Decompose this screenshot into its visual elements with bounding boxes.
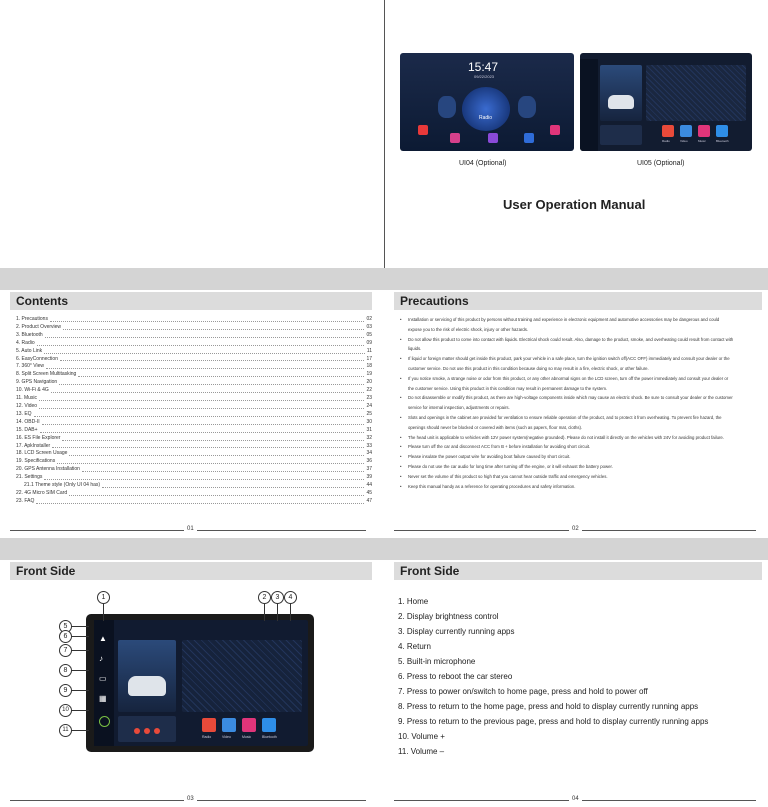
device-bluetooth-tile	[262, 718, 276, 732]
music-note-icon: ♪	[99, 654, 103, 663]
callout-7: 7	[59, 644, 72, 657]
toc-entry-page: 22	[366, 387, 372, 394]
head-unit-device	[86, 614, 314, 752]
toc-leader-dots	[46, 368, 364, 369]
toc-leader-dots	[52, 447, 364, 448]
assistant-icon	[99, 716, 110, 727]
toc-entry-title: 14. OBD-II	[16, 418, 40, 425]
navigation-arrow-icon: ▲	[99, 634, 107, 643]
ui05-music-tile	[698, 125, 710, 137]
precaution-item: • Do not allow this product to come into contact with liquids. Electrical shock could result. Also, damage to the product, smoke, and overheating could result from contact with liquids.	[398, 335, 734, 355]
callout-4: 4	[284, 591, 297, 604]
callout-line-4	[290, 603, 291, 621]
device-next-button	[154, 728, 160, 734]
toc-leader-dots	[40, 432, 365, 433]
toc-leader-dots	[102, 487, 364, 488]
toc-entry-page: 24	[366, 402, 372, 409]
precaution-item: • Please insulate the power output wire for avoiding boot failure caused by short circuit.	[398, 452, 734, 462]
toc-leader-dots	[59, 384, 364, 385]
toc-entry-title: 22. 4G Micro SIM Card	[16, 489, 68, 496]
toc-entry	[16, 371, 372, 379]
callout-line-8	[71, 670, 89, 671]
page-number-03: 03	[184, 796, 197, 802]
front-side-item: 8. Press to return to the home page, press and hold to display currently running apps	[398, 702, 699, 711]
toc-leader-dots	[34, 416, 365, 417]
callout-6: 6	[59, 630, 72, 643]
toc-entry	[16, 490, 372, 498]
toc-leader-dots	[37, 345, 365, 346]
toc-entry-title: 4. Radio	[16, 339, 35, 346]
toc-entry-page: 11	[366, 347, 372, 354]
precaution-item: • Keep this manual handy as a reference for operating procedures and safety information.	[398, 482, 734, 492]
toc-entry-title: 21.1 Theme style (Only UI 04 has)	[24, 482, 101, 489]
toc-entry-page: 19	[366, 371, 372, 378]
toc-entry-title: 9. GPS Navigation	[16, 379, 58, 386]
toc-entry-page: 09	[366, 339, 372, 346]
ui04-tile-purple	[488, 133, 498, 143]
front-side-heading-right: Front Side	[394, 562, 762, 580]
ui04-tile-blue	[524, 133, 534, 143]
front-side-item: 2. Display brightness control	[398, 612, 499, 621]
front-side-item: 6. Press to reboot the car stereo	[398, 672, 513, 681]
front-side-item: 10. Volume +	[398, 732, 445, 741]
ui05-label-music: Music	[698, 139, 706, 143]
toc-leader-dots	[62, 440, 364, 441]
ui04-right-bubble	[518, 96, 536, 118]
apps-grid-icon: ▦	[99, 694, 107, 703]
front-side-heading-left: Front Side	[10, 562, 372, 580]
toc-leader-dots	[36, 503, 364, 504]
ui04-tile-red	[418, 125, 428, 135]
toc-leader-dots	[82, 471, 365, 472]
toc-entry-page: 31	[366, 426, 372, 433]
toc-entry	[16, 474, 372, 482]
callout-line-2	[264, 603, 265, 621]
front-side-item: 7. Press to power on/switch to home page, press and hold to power off	[398, 687, 648, 696]
toc-entry	[16, 363, 372, 371]
callout-11: 11	[59, 724, 72, 737]
toc-entry-title: 7. 360° View	[16, 363, 45, 370]
toc-entry-title: 21. Settings	[16, 474, 43, 481]
precautions-list	[398, 315, 734, 491]
precaution-item: • If liquid or foreign matter should get inside this product, park your vehicle in a safe place, turn the ignition switch off(ACC OFF) immediately and consult your dealer or the customer service. Do not use this product in this condition because doing so may result in a fire, electric shock, or other failure.	[398, 354, 734, 374]
separator-band-2	[0, 538, 768, 560]
device-music-tile	[242, 718, 256, 732]
front-side-list	[398, 594, 708, 759]
toc-entry	[16, 466, 372, 474]
ui04-caption: UI04 (Optional)	[459, 160, 507, 167]
device-prev-button	[134, 728, 140, 734]
toc-entry	[16, 387, 372, 395]
callout-5: 5	[59, 620, 72, 633]
toc-leader-dots	[45, 337, 365, 338]
toc-entry-page: 47	[366, 497, 372, 504]
device-label-video: Video	[222, 735, 231, 739]
callout-8: 8	[59, 664, 72, 677]
toc-entry-title: 20. GPS Antenna Installation	[16, 466, 80, 473]
precaution-item: • The head unit is applicable to vehicles with 12V power system(negative grounded). Please do not install it directly on the vehicles with 24V for avoiding product failure.	[398, 433, 734, 443]
callout-line-10	[71, 710, 89, 711]
toc-leader-dots	[39, 400, 364, 401]
front-side-item: 5. Built-in microphone	[398, 657, 476, 666]
ui05-screenshot	[580, 53, 752, 151]
toc-entry-page: 36	[366, 458, 372, 465]
toc-entry-page: 45	[366, 489, 372, 496]
toc-entry	[16, 379, 372, 387]
toc-entry	[16, 427, 372, 435]
toc-entry-page: 44	[366, 482, 372, 489]
toc-entry-title: 13. EQ	[16, 410, 32, 417]
toc-entry	[16, 411, 372, 419]
toc-entry-title: 23. FAQ	[16, 497, 35, 504]
device-screen	[94, 620, 308, 746]
toc-leader-dots	[50, 321, 364, 322]
page-number-04: 04	[569, 796, 582, 802]
device-video-tile	[222, 718, 236, 732]
toc-entry	[16, 356, 372, 364]
precaution-item: • Installation or servicing of this product by persons without training and experience in electronic equipment and automotive accessories may be dangerous and could expose you to the risk of electric shock, injury or other hazards.	[398, 315, 734, 335]
toc-entry-page: 30	[366, 418, 372, 425]
callout-line-1	[103, 603, 104, 621]
toc-entry-title: 18. LCD Screen Usage	[16, 450, 68, 457]
toc-leader-dots	[69, 455, 364, 456]
toc-entry	[16, 395, 372, 403]
front-side-item: 4. Return	[398, 642, 431, 651]
ui05-label-video: Video	[680, 139, 688, 143]
ui04-time: 15:47	[468, 60, 499, 74]
contents-list	[16, 316, 372, 506]
toc-entry	[16, 450, 372, 458]
toc-leader-dots	[42, 424, 365, 425]
toc-entry	[16, 403, 372, 411]
front-side-item: 9. Press to return to the previous page, press and hold to display currently running apps	[398, 717, 709, 726]
callout-1: 1	[97, 591, 110, 604]
front-side-item: 1. Home	[398, 597, 429, 606]
toc-entry-page: 32	[366, 434, 372, 441]
toc-entry	[16, 348, 372, 356]
ui04-date: 09/22/2023	[474, 74, 495, 79]
ui04-screenshot	[400, 53, 574, 151]
callout-3: 3	[271, 591, 284, 604]
toc-entry	[16, 419, 372, 427]
manual-title: User Operation Manual	[503, 197, 646, 212]
toc-entry-page: 02	[366, 316, 372, 322]
page-number-02: 02	[569, 526, 582, 532]
toc-entry	[16, 316, 372, 324]
device-radio-tile	[202, 718, 216, 732]
precaution-item: • Slots and openings in the cabinet are provided for ventilation to ensure reliable operation of the product, and to protect it from overheating. To prevent fire hazard, the openings should never be blocked or covered with items (such as papers, floor mat, cloths).	[398, 413, 734, 433]
ui05-video-tile	[680, 125, 692, 137]
toc-entry-page: 18	[366, 363, 372, 370]
device-label-bluetooth: Bluetooth	[262, 735, 277, 739]
ui05-sidebar	[580, 59, 598, 151]
toc-entry-title: 19. Specifications	[16, 458, 56, 465]
toc-entry	[16, 435, 372, 443]
callout-line-9	[71, 690, 89, 691]
front-side-item: 11. Volume –	[398, 747, 445, 756]
toc-entry	[16, 482, 372, 490]
toc-entry-title: 17. ApkInstaller	[16, 442, 51, 449]
ui05-radio-tile	[662, 125, 674, 137]
ui05-bluetooth-tile	[716, 125, 728, 137]
toc-leader-dots	[78, 376, 364, 377]
toc-entry-page: 37	[366, 466, 372, 473]
contents-heading: Contents	[10, 292, 372, 310]
toc-leader-dots	[39, 408, 364, 409]
toc-leader-dots	[51, 392, 365, 393]
toc-entry-page: 39	[366, 474, 372, 481]
toc-entry-page: 33	[366, 442, 372, 449]
toc-leader-dots	[60, 360, 364, 361]
toc-entry-title: 2. Product Overview	[16, 323, 62, 330]
toc-leader-dots	[57, 463, 364, 464]
toc-entry-title: 6. EasyConnection	[16, 355, 58, 362]
ui05-label-bluetooth: Bluetooth	[716, 139, 729, 143]
toc-entry-title: 15. DAB+	[16, 426, 38, 433]
toc-leader-dots	[44, 479, 364, 480]
ui04-tile-pink	[450, 133, 460, 143]
toc-entry	[16, 324, 372, 332]
callout-2: 2	[258, 591, 271, 604]
toc-entry-page: 17	[366, 355, 372, 362]
callout-line-3	[277, 603, 278, 621]
radio-icon: ▭	[99, 674, 107, 683]
toc-leader-dots	[63, 329, 364, 330]
ui04-left-bubble	[438, 96, 456, 118]
toc-entry	[16, 340, 372, 348]
toc-leader-dots	[69, 495, 364, 496]
toc-entry-page: 25	[366, 410, 372, 417]
toc-entry-page: 05	[366, 331, 372, 338]
toc-entry	[16, 332, 372, 340]
callout-10: 10	[59, 704, 72, 717]
callout-line-6	[71, 636, 89, 637]
toc-leader-dots	[44, 353, 365, 354]
toc-entry-title: 3. Bluetooth	[16, 331, 43, 338]
precaution-item: • Please turn off the car and disconnect ACC from B + before installation for avoiding short circuit.	[398, 442, 734, 452]
toc-entry-title: 10. Wi-Fi & 4G	[16, 387, 49, 394]
callout-line-11	[71, 730, 89, 731]
toc-entry	[16, 443, 372, 451]
device-map	[182, 640, 302, 712]
ui05-player	[600, 125, 642, 145]
toc-entry-title: 12. Video	[16, 402, 38, 409]
toc-entry-title: 8. Split Screen Multitasking	[16, 371, 77, 378]
device-play-button	[144, 728, 150, 734]
separator-band-1	[0, 268, 768, 290]
toc-entry-page: 20	[366, 379, 372, 386]
toc-entry-title: 1. Precautions	[16, 316, 48, 322]
page-number-01: 01	[184, 526, 197, 532]
toc-entry-page: 03	[366, 323, 372, 330]
callout-9: 9	[59, 684, 72, 697]
front-side-item: 3. Display currently running apps	[398, 627, 515, 636]
callout-line-7	[71, 650, 89, 651]
precaution-item: • Never set the volume of this product so high that you cannot hear outside traffic and emergency vehicles.	[398, 472, 734, 482]
ui05-label-radio: Radio	[662, 139, 670, 143]
ui04-tile-pink2	[550, 125, 560, 135]
ui05-car	[608, 95, 634, 109]
ui04-radio-label: Radio	[479, 115, 493, 121]
device-label-music: Music	[242, 735, 252, 739]
toc-entry-page: 23	[366, 395, 372, 402]
callout-line-5	[71, 626, 89, 627]
ui04-center-dial	[462, 87, 510, 131]
precaution-item: • If you notice smoke, a strange noise or odor from this product, or any other abnormal signs on the LCD screen, turn off the power immediately and consult your dealer or the customer service. Using this product in this condition may result in permanent damage to the system.	[398, 374, 734, 394]
ui05-caption: UI05 (Optional)	[637, 160, 685, 167]
toc-entry-title: 5. Auto Link	[16, 347, 43, 354]
top-spread-divider	[384, 0, 385, 268]
toc-entry	[16, 458, 372, 466]
precaution-item: • Do not disassemble or modify this product, as there are high-voltage components inside which may cause an electric shock. Be sure to consult your dealer or the customer service for internal inspection, adjustments or repairs.	[398, 393, 734, 413]
toc-entry-page: 34	[366, 450, 372, 457]
precautions-heading: Precautions	[394, 292, 762, 310]
precaution-item: • Please do not use the car audio for long time after turning off the engine, or it will exhaust the battery power.	[398, 462, 734, 472]
toc-entry-title: 11. Music	[16, 395, 38, 402]
device-car	[128, 676, 166, 696]
toc-entry-title: 16. ES File Explorer	[16, 434, 61, 441]
toc-entry	[16, 498, 372, 506]
ui05-map	[646, 65, 746, 121]
ui05-car-card	[600, 65, 642, 121]
device-label-radio: Radio	[202, 735, 212, 739]
